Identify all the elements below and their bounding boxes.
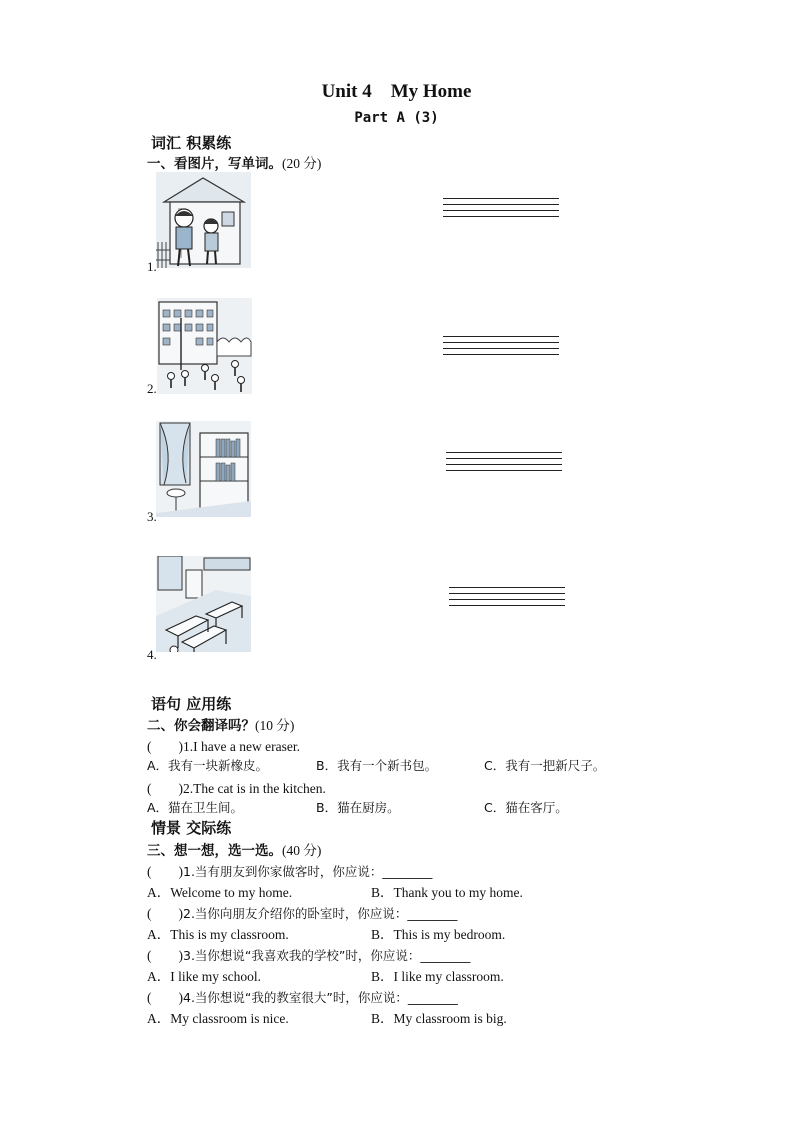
answer-lines[interactable] <box>443 198 559 220</box>
option-c: C．猫在客厅。 <box>484 800 568 815</box>
answer-lines[interactable] <box>449 587 565 609</box>
question-row <box>147 735 300 755</box>
answer-blank[interactable]: ( ) <box>147 739 183 754</box>
option-b: B．I like my classroom. <box>371 969 504 984</box>
answer-blank[interactable]: ( ) <box>147 990 183 1005</box>
answer-blank[interactable]: ( ) <box>147 948 183 963</box>
option-a: A．Welcome to my home. <box>147 885 293 900</box>
option-c: C．我有一把新尺子。 <box>484 758 606 773</box>
option-b: B．我有一个新书包。 <box>316 758 438 773</box>
section-label-sentences: 语句 应用练 <box>151 695 232 713</box>
option-a: A．This is my classroom. <box>147 927 289 942</box>
item-number: 4. <box>147 647 157 662</box>
page-title: Unit 4 My Home <box>321 81 472 102</box>
option-b: B．This is my bedroom. <box>371 927 506 942</box>
item-number: 1. <box>147 259 157 274</box>
item-number: 2. <box>147 381 157 396</box>
page-subtitle: Part A (3) <box>354 110 439 126</box>
answer-lines[interactable] <box>446 452 562 474</box>
question-row <box>147 860 432 880</box>
question-row <box>147 902 457 922</box>
question-stem: 1.当有朋友到你家做客时，你应说：________ <box>183 864 433 879</box>
question-stem: 4.当你想说“我的教室很大”时，你应说：________ <box>183 990 458 1005</box>
question-row <box>147 986 458 1006</box>
option-a: A．我有一块新橡皮。 <box>147 758 269 773</box>
option-a: A．猫在卫生间。 <box>147 800 244 815</box>
question-stem: 2.The cat is in the kitchen. <box>183 781 326 796</box>
section-heading-3: 三、想一想，选一选。(40 分) <box>147 843 322 859</box>
answer-blank[interactable]: ( ) <box>147 906 183 921</box>
classroom-icon <box>156 556 251 652</box>
section-label-vocabulary: 词汇 积累练 <box>151 134 232 152</box>
option-b: B．Thank you to my home. <box>371 885 523 900</box>
item-number: 3. <box>147 509 157 524</box>
section-label-situations: 情景 交际练 <box>151 819 232 837</box>
section-heading-1: 一、看图片，写单词。(20 分) <box>147 156 322 172</box>
answer-blank[interactable]: ( ) <box>147 864 183 879</box>
school-building-icon <box>157 298 252 394</box>
question-row <box>147 944 470 964</box>
answer-blank[interactable]: ( ) <box>147 781 183 796</box>
option-a: A．My classroom is nice. <box>147 1011 289 1026</box>
question-stem: 3.当你想说“我喜欢我的学校”时，你应说：________ <box>183 948 471 963</box>
option-b: B．猫在厨房。 <box>316 800 400 815</box>
section-heading-2: 二、你会翻译吗？(10 分) <box>147 718 295 734</box>
answer-lines[interactable] <box>443 336 559 358</box>
study-room-icon <box>156 421 251 517</box>
option-a: A．I like my school. <box>147 969 261 984</box>
question-stem: 2.当你向朋友介绍你的卧室时，你应说：________ <box>183 906 458 921</box>
house-with-kids-icon <box>156 172 251 268</box>
question-stem: 1.I have a new eraser. <box>183 739 300 754</box>
question-row <box>147 777 326 797</box>
option-b: B．My classroom is big. <box>371 1011 507 1026</box>
